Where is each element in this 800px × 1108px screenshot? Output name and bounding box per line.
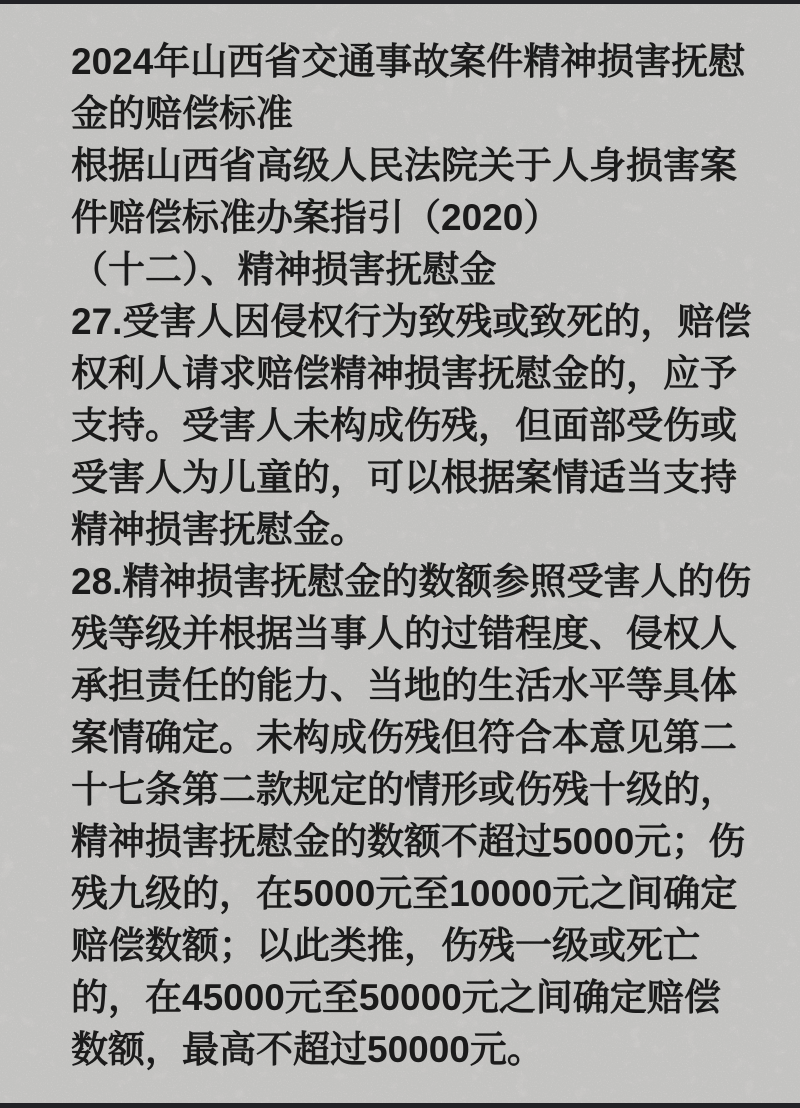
section-heading-line: （十二）、精神损害抚慰金 bbox=[71, 249, 497, 290]
article-28-line: 残九级的，在5000元至10000元之间确定 bbox=[71, 873, 738, 914]
article-28-line: 的，在45000元至50000元之间确定赔偿 bbox=[71, 977, 721, 1018]
article-28-line: 案情确定。未构成伤残但符合本意见第二 bbox=[71, 717, 737, 758]
bottom-border-bar bbox=[0, 1103, 800, 1108]
article-27-line: 受害人为儿童的，可以根据案情适当支持 bbox=[71, 457, 737, 498]
title-line: 2024年山西省交通事故案件精神损害抚慰 bbox=[71, 41, 746, 82]
article-27-line: 27.受害人因侵权行为致残或致死的，赔偿 bbox=[71, 301, 752, 342]
source-line: 根据山西省高级人民法院关于人身损害案 bbox=[71, 145, 737, 186]
article-28-line: 28.精神损害抚慰金的数额参照受害人的伤 bbox=[71, 561, 752, 602]
top-border-bar bbox=[0, 0, 800, 4]
article-27-line: 精神损害抚慰金。 bbox=[71, 509, 367, 550]
article-27-line: 支持。受害人未构成伤残，但面部受伤或 bbox=[71, 405, 737, 446]
article-28-line: 赔偿数额；以此类推，伤残一级或死亡 bbox=[71, 925, 700, 966]
source-line: 件赔偿标准办案指引（2020） bbox=[71, 197, 561, 238]
article-27-line: 权利人请求赔偿精神损害抚慰金的，应予 bbox=[71, 353, 737, 394]
title-line: 金的赔偿标准 bbox=[71, 93, 293, 134]
article-28-line: 承担责任的能力、当地的生活水平等具体 bbox=[71, 665, 737, 706]
article-28-line: 十七条第二款规定的情形或伤残十级的， bbox=[71, 769, 737, 810]
article-28-line: 数额，最高不超过50000元。 bbox=[71, 1029, 544, 1070]
article-28-line: 残等级并根据当事人的过错程度、侵权人 bbox=[71, 613, 737, 654]
article-28-line: 精神损害抚慰金的数额不超过5000元；伤 bbox=[71, 821, 746, 862]
text-body bbox=[71, 36, 751, 1076]
